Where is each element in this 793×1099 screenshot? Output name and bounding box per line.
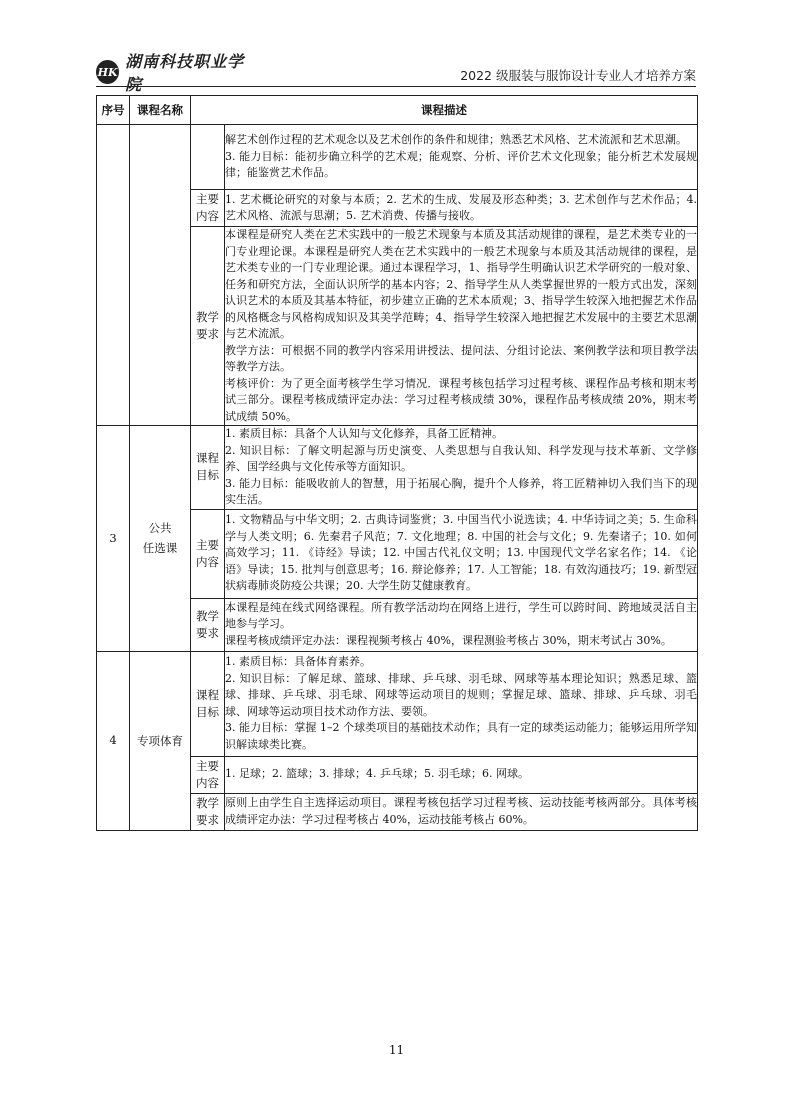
goal-paragraph: 2. 知识目标：了解文明起源与历史演变、人类思想与自我认知、科学发现与技术革新、文学修养、国学经典与文化传承等方面知识。: [225, 443, 697, 473]
table-row: [97, 125, 698, 190]
label-line: 教学: [196, 310, 219, 324]
goal-label: [191, 426, 225, 510]
course-requirement-cell: [225, 598, 698, 651]
course-requirement-cell: [225, 227, 698, 426]
header-cell-number: 序号: [97, 96, 130, 125]
course-content-cell: 1. 艺术概论研究的对象与本质；2. 艺术的生成、发展及形态种类；3. 艺术创作与艺术作品；4. 艺术风格、流派与思潮；5. 艺术消费、传播与接收。: [225, 190, 698, 227]
header-cell-course-name: 课程名称: [130, 96, 191, 125]
requirement-paragraph: 本课程是研究人类在艺术实践中的一般艺术现象与本质及其活动规律的课程，是艺术类专业的一门专业理论课。本课程是研究人类在艺术实践中的一般艺术现象与本质及其活动规律的课程，是艺术类专业的一门专业理论课。通过本课程学习，1、指导学生明确认识艺术学研究的一般对象、任务和研究方法，全面认识所学的基本内容；2、指导学生从人类掌握世界的一般方式出发，深刻认识艺术的本质及其基本特征，初步建立正确的艺术本质观；3、指导学生较深入地把握艺术作品的风格概念与风格构成知识及其美学范畴；4、指导学生较深入地把握艺术发展中的主要艺术思潮与艺术流派。: [225, 228, 697, 340]
label-line: 目标: [196, 468, 219, 483]
label-line: 教学: [196, 608, 219, 623]
content-label: [191, 509, 225, 598]
requirement-label: [191, 227, 225, 426]
requirement-paragraph: 教学方法：可根据不同的教学内容采用讲授法、提问法、分组讨论法、案例教学法和项目教学法等教学方法。: [225, 343, 697, 373]
label-line: 主要: [196, 192, 219, 206]
goal-paragraph: 2. 知识目标：了解足球、篮球、排球、乒乓球、羽毛球、网球等基本理论知识；熟悉足球、篮球、排球、乒乓球、羽毛球、网球等运动项目的规则；掌握足球、篮球、排球、乒乓球、羽毛球、网球等运动项目技术动作方法、要领。: [225, 671, 697, 718]
page-header: [96, 52, 696, 94]
label-line: 内容: [196, 775, 219, 790]
label-line: 课程: [196, 687, 219, 702]
goal-paragraph: 1. 素质目标：具备体育素养。: [225, 655, 371, 668]
label-line: 要求: [196, 625, 219, 640]
table-row: [97, 651, 698, 756]
goal-paragraph: 3. 能力目标：能吸收前人的智慧，用于拓展心胸，提升个人修养，将工匠精神切入我们当下的现实生活。: [225, 476, 697, 506]
label-line: 主要: [196, 537, 219, 552]
course-content-cell: 1. 足球；2. 篮球；3. 排球；4. 乒乓球；5. 羽毛球；6. 网球。: [225, 756, 698, 793]
course-goal-cell: [225, 651, 698, 756]
label-line: 目标: [196, 704, 219, 719]
goal-paragraph: 3. 能力目标：掌握 1–2 个球类项目的基础技术动作；具有一定的球类运动能力；能够运用所学知识解读球类比赛。: [225, 721, 697, 751]
requirement-paragraph: 考核评价：为了更全面考核学生学习情况．课程考核包括学习过程考核、课程作品考核和期末考试三部分。课程考核成绩评定办法：学习过程考核成绩 30%，课程作品考核成绩 20%，期末考试成绩 50%。: [225, 376, 697, 423]
course-name-line: 公共: [148, 521, 172, 536]
page-number: 11: [388, 1043, 405, 1057]
course-name-line: 任选课: [142, 541, 178, 556]
label-line: 内容: [196, 554, 219, 569]
label-line: 主要: [196, 758, 219, 773]
table-row: [97, 426, 698, 510]
requirement-label: [191, 793, 225, 830]
course-name: 专项体育: [130, 651, 191, 830]
course-table: [96, 95, 698, 831]
content-label: [191, 190, 225, 227]
header-divider: [96, 86, 696, 87]
goal-paragraph: 3. 能力目标：能初步确立科学的艺术观；能观察、分析、评价艺术文化现象；能分析艺术发展规律；能鉴赏艺术作品。: [225, 149, 697, 180]
course-content-cell: 1. 文物精品与中华文明；2. 古典诗词鉴赏；3. 中国当代小说选读；4. 中华诗词之美；5. 生命科学与人类文明；6. 先秦君子风范；7. 文化地理；8. 中国的社会与文化；9. 先秦诸子；10. 如何高效学习；11. 《诗经》导读；12. 中国古代礼仪文明；13. 中国现代文学名家名作；14. 《论语》导读；15. 批判与创意思考；16. 辩论修养；17. 人工智能；18. 有效沟通技巧；19. 新型冠状病毒肺炎防疫公共课；20. 大学生防艾健康教育。: [225, 509, 698, 598]
course-name: [130, 426, 191, 652]
label-line: 教学: [196, 795, 219, 810]
course-number: 4: [97, 651, 130, 830]
course-goal-cell: [225, 125, 698, 190]
goal-label-cell-empty: [191, 125, 225, 190]
requirement-paragraph: 课程考核成绩评定办法：课程视频考核占 40%，课程测验考核占 30%，期末考试占 30%。: [225, 633, 672, 647]
header-cell-course-description: 课程描述: [191, 96, 698, 125]
requirement-label: [191, 598, 225, 651]
label-line: 课程: [196, 451, 219, 466]
content-label: [191, 756, 225, 793]
goal-label: [191, 651, 225, 756]
course-requirement-cell: 原则上由学生自主选择运动项目。课程考核包括学习过程考核、运动技能考核两部分。具体考核成绩评定办法：学习过程考核占 40%，运动技能考核占 60%。: [225, 793, 698, 830]
label-line: 内容: [196, 209, 219, 223]
course-number: 3: [97, 426, 130, 652]
requirement-paragraph: 本课程是纯在线式网络课程。所有教学活动均在网络上进行，学生可以跨时间、跨地域灵活自主地参与学习。: [225, 600, 697, 631]
college-emblem-icon: HK: [96, 60, 119, 84]
course-name-cell-empty: [130, 125, 191, 426]
table-header-row: [97, 96, 698, 125]
document-title: 2022 级服装与服饰设计专业人才培养方案: [460, 68, 696, 83]
goal-paragraph: 1. 素质目标：具备个人认知与文化修养，具备工匠精神。: [225, 427, 503, 440]
label-line: 要求: [196, 812, 219, 827]
course-goal-cell: [225, 426, 698, 510]
college-logo-text: 湖南科技职业学院: [125, 52, 245, 94]
label-line: 要求: [196, 327, 219, 341]
goal-paragraph: 解艺术创作过程的艺术观念以及艺术创作的条件和规律；熟悉艺术风格、艺术流派和艺术思潮。: [225, 133, 687, 147]
number-cell-empty: [97, 125, 130, 426]
college-logo: [96, 52, 256, 94]
